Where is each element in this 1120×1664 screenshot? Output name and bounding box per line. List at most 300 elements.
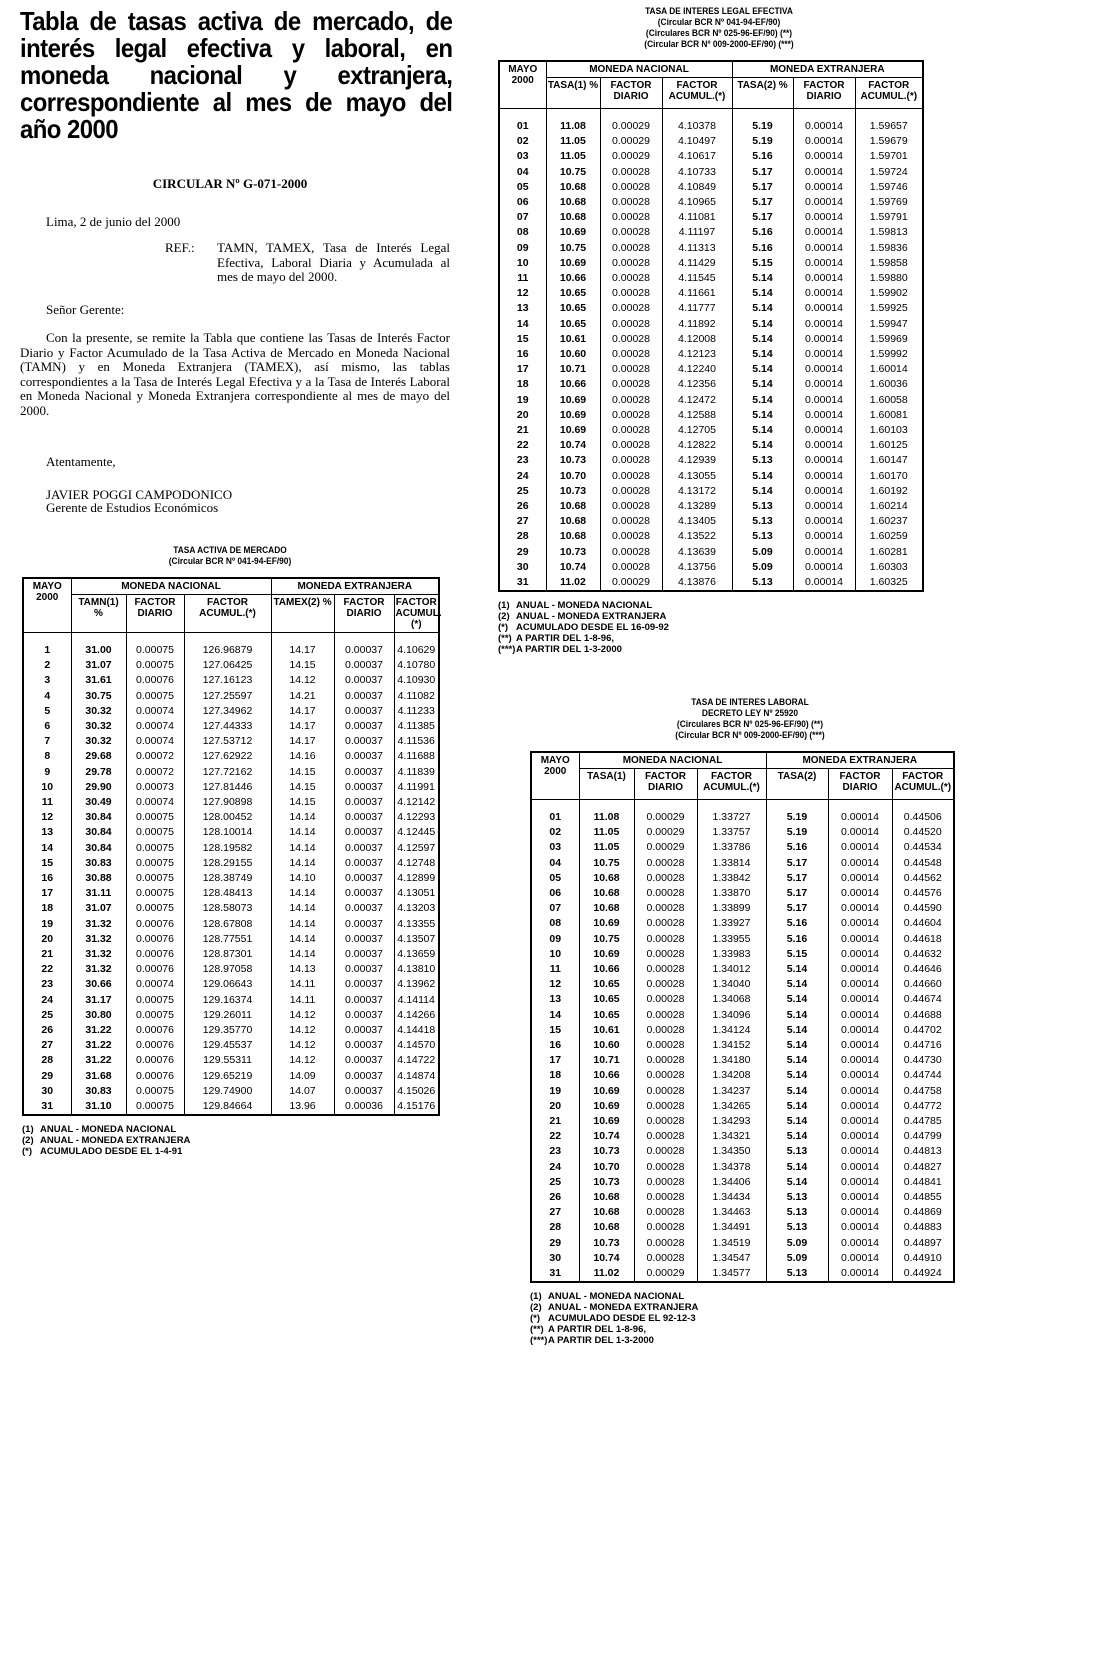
table-cell: 4.11233 (394, 704, 439, 719)
table-cell: 0.44562 (892, 871, 954, 886)
table-row (23, 734, 439, 749)
table-cell: 10.71 (579, 1053, 634, 1068)
table-cell: 29.68 (71, 749, 126, 764)
table-cell: 5.09 (766, 1236, 828, 1251)
header-mayo: MAYO 2000 (499, 61, 546, 109)
table-cell: 0.00014 (828, 901, 892, 916)
table-cell: 0.00014 (793, 377, 855, 392)
table-cell: 0.00014 (828, 947, 892, 962)
table-cell: 31.17 (71, 993, 126, 1008)
table-cell: 14.13 (271, 962, 334, 977)
table-cell: 5.14 (766, 1008, 828, 1023)
table-cell: 5.14 (732, 393, 793, 408)
table-cell: 128.48413 (184, 886, 271, 901)
table-cell: 5.14 (732, 469, 793, 484)
table-footnotes (22, 1124, 438, 1157)
table-cell: 5.17 (732, 180, 793, 195)
table-cell: 1.33899 (697, 901, 766, 916)
table-cell: 14 (23, 841, 71, 856)
table-cell: 31.22 (71, 1023, 126, 1038)
table-cell: 0.00037 (334, 795, 394, 810)
table-cell: 0.00075 (126, 1084, 184, 1099)
table-cell: 0.00014 (793, 347, 855, 362)
table-cell: 5.13 (766, 1205, 828, 1220)
table-row (531, 886, 954, 901)
table-cell: 22 (23, 962, 71, 977)
table-cell: 1.33727 (697, 800, 766, 826)
table-cell: 4.11313 (662, 241, 732, 256)
table-cell: 0.00014 (828, 992, 892, 1007)
table-cell: 30.32 (71, 719, 126, 734)
table-cell: 0.00014 (793, 469, 855, 484)
table-row (531, 962, 954, 977)
table-cell: 1.33870 (697, 886, 766, 901)
letter-body: Con la presente, se remite la Tabla que contiene las Tasas de Interés Factor Diario y Factor Acumulado de la Tasa Activa de Mercado en Moneda Nacional (TAMN) y en Moneda Extranjera (TAMEX), así mismo, las tablas correspondientes a la Tasa de Interés Legal Efectiva y a la Tasa de Interés Laboral en Moneda Nacional y Moneda Extranjera correspondiente al mes de mayo del 2000. (20, 330, 450, 418)
table-cell: 0.44674 (892, 992, 954, 1007)
footnote: (2) ANUAL - MONEDA EXTRANJERA (530, 1302, 699, 1314)
column-header: FACTOR ACUMUL.(*) (697, 769, 766, 800)
table-cell: 4.10629 (394, 633, 439, 659)
table-cell: 1.34293 (697, 1114, 766, 1129)
table-cell: 1.60147 (855, 453, 923, 468)
table-row (499, 453, 923, 468)
table-row (23, 1084, 439, 1099)
table-cell: 0.44646 (892, 962, 954, 977)
table-row (23, 917, 439, 932)
table-cell: 10.66 (579, 1068, 634, 1083)
table-row (23, 932, 439, 947)
table-cell: 4.10733 (662, 165, 732, 180)
table-cell: 1.34265 (697, 1099, 766, 1114)
table-cell: 4.10378 (662, 109, 732, 135)
signer-name: JAVIER POGGI CAMPODONICO (46, 487, 233, 502)
table-cell: 10.65 (546, 317, 600, 332)
table-row (531, 1236, 954, 1251)
table-cell: 0.00014 (828, 1023, 892, 1038)
table-cell: 0.00076 (126, 947, 184, 962)
table-cell: 1.34152 (697, 1038, 766, 1053)
table-cell: 0.00074 (126, 977, 184, 992)
table-cell: 5.14 (732, 301, 793, 316)
table-cell: 0.00075 (126, 871, 184, 886)
table-cell: 11.02 (579, 1266, 634, 1282)
table-cell: 0.44534 (892, 840, 954, 855)
table-cell: 18 (531, 1068, 579, 1083)
table-cell: 0.00028 (600, 210, 662, 225)
table-cell: 0.00014 (793, 408, 855, 423)
table-cell: 4.11082 (394, 689, 439, 704)
table-row (499, 423, 923, 438)
table-cell: 14.14 (271, 932, 334, 947)
table-cell: 5.14 (732, 408, 793, 423)
table-cell: 0.00037 (334, 1084, 394, 1099)
table-cell: 2 (23, 658, 71, 673)
table-cell: 0.00028 (634, 1053, 697, 1068)
table-row (23, 901, 439, 916)
table-cell: 11 (499, 271, 546, 286)
header-moneda-extranjera: MONEDA EXTRANJERA (271, 578, 439, 595)
table-cell: 10.66 (546, 377, 600, 392)
table-block-legal (498, 6, 940, 655)
table-row (23, 658, 439, 673)
table-row (499, 514, 923, 529)
table-cell: 4.12472 (662, 393, 732, 408)
column-header: FACTOR ACUMUL.(*) (855, 78, 923, 109)
table-row (499, 575, 923, 591)
table-cell: 5.13 (732, 453, 793, 468)
table-cell: 23 (531, 1144, 579, 1159)
table-cell: 31.00 (71, 633, 126, 659)
column-header: TAMN(1) % (71, 595, 126, 633)
footnote: (**) A PARTIR DEL 1-8-96, (530, 1324, 647, 1336)
table-cell: 4.13962 (394, 977, 439, 992)
table-cell: 0.00028 (600, 560, 662, 575)
table-cell: 1.34012 (697, 962, 766, 977)
table-cell: 05 (499, 180, 546, 195)
table-cell: 127.16123 (184, 673, 271, 688)
table-cell: 5.14 (732, 286, 793, 301)
table-row (499, 377, 923, 392)
table-cell: 5.13 (732, 499, 793, 514)
table-row (499, 362, 923, 377)
table-cell: 5.16 (766, 932, 828, 947)
table-cell: 0.00028 (600, 545, 662, 560)
table-cell: 30.84 (71, 825, 126, 840)
table-row (23, 749, 439, 764)
table-row (531, 800, 954, 826)
table-cell: 0.00028 (600, 180, 662, 195)
table-cell: 5.14 (766, 1160, 828, 1175)
table-cell: 0.00014 (793, 362, 855, 377)
table-cell: 1.33814 (697, 856, 766, 871)
table-cell: 0.00029 (634, 840, 697, 855)
table-cell: 0.00014 (828, 932, 892, 947)
table-cell: 10.69 (546, 408, 600, 423)
table-cell: 0.00028 (634, 932, 697, 947)
table-cell: 24 (499, 469, 546, 484)
footnote: (2) ANUAL - MONEDA EXTRANJERA (22, 1135, 191, 1147)
table-cell: 10.69 (546, 256, 600, 271)
table-cell: 4.14874 (394, 1069, 439, 1084)
table-cell: 10.73 (546, 545, 600, 560)
table-cell: 0.00036 (334, 1099, 394, 1115)
table-cell: 0.00028 (634, 1023, 697, 1038)
table-cell: 0.00075 (126, 658, 184, 673)
table-cell: 5.19 (732, 109, 793, 135)
table-cell: 10.65 (579, 992, 634, 1007)
table-cell: 0.44632 (892, 947, 954, 962)
table-cell: 0.00028 (634, 1068, 697, 1083)
table-cell: 1.59880 (855, 271, 923, 286)
table-cell: 1.34547 (697, 1251, 766, 1266)
table-footnotes (498, 600, 940, 655)
table-cell: 0.00037 (334, 825, 394, 840)
table-cell: 0.00014 (793, 180, 855, 195)
table-cell: 19 (23, 917, 71, 932)
table-cell: 17 (499, 362, 546, 377)
caption-line: (Circular BCR Nº 041-94-EF/90) (168, 556, 292, 567)
table-cell: 0.00014 (828, 1099, 892, 1114)
footnote: (***) A PARTIR DEL 1-3-2000 (530, 1335, 654, 1347)
table-cell: 4.12240 (662, 362, 732, 377)
table-cell: 29 (499, 545, 546, 560)
table-cell: 5.14 (766, 1129, 828, 1144)
table-cell: 8 (23, 749, 71, 764)
table-caption (47, 545, 413, 567)
table-cell: 0.00014 (793, 560, 855, 575)
table-cell: 5.14 (732, 377, 793, 392)
table-cell: 13.96 (271, 1099, 334, 1115)
table-cell: 128.29155 (184, 856, 271, 871)
column-header: FACTOR DIARIO (793, 78, 855, 109)
table-cell: 1.59947 (855, 317, 923, 332)
table-cell: 5.14 (766, 977, 828, 992)
table-cell: 128.00452 (184, 810, 271, 825)
table-row (23, 841, 439, 856)
table-cell: 0.00072 (126, 749, 184, 764)
table-cell: 5.14 (766, 962, 828, 977)
table-cell: 0.00014 (793, 453, 855, 468)
table-row (23, 1053, 439, 1068)
table-cell: 5.19 (732, 134, 793, 149)
table-cell: 129.35770 (184, 1023, 271, 1038)
table-cell: 1.34406 (697, 1175, 766, 1190)
table-cell: 0.00037 (334, 1053, 394, 1068)
table-cell: 10.66 (546, 271, 600, 286)
table-cell: 5.14 (766, 1099, 828, 1114)
table-cell: 1.59992 (855, 347, 923, 362)
table-row (531, 1038, 954, 1053)
table-cell: 0.00028 (600, 469, 662, 484)
table-cell: 14.14 (271, 825, 334, 840)
table-row (23, 780, 439, 795)
reference-label: REF.: (165, 240, 195, 255)
table-cell: 0.00037 (334, 673, 394, 688)
table-cell: 4.15026 (394, 1084, 439, 1099)
table-cell: 4.11777 (662, 301, 732, 316)
table-cell: 0.00028 (600, 165, 662, 180)
table-row (531, 932, 954, 947)
table-cell: 26 (23, 1023, 71, 1038)
table-cell: 1.33927 (697, 916, 766, 931)
table-cell: 0.44785 (892, 1114, 954, 1129)
table-cell: 0.00037 (334, 658, 394, 673)
table-cell: 1.59813 (855, 225, 923, 240)
table-cell: 0.44688 (892, 1008, 954, 1023)
table-cell: 14.11 (271, 977, 334, 992)
table-cell: 31.07 (71, 901, 126, 916)
table-row (23, 810, 439, 825)
table-cell: 14.15 (271, 658, 334, 673)
table-row (23, 1069, 439, 1084)
table-cell: 129.55311 (184, 1053, 271, 1068)
table-cell: 21 (531, 1114, 579, 1129)
table-cell: 17 (23, 886, 71, 901)
table-cell: 0.00029 (634, 1266, 697, 1282)
table-cell: 0.00014 (793, 575, 855, 591)
table-cell: 0.00029 (600, 109, 662, 135)
table-cell: 31.11 (71, 886, 126, 901)
table-cell: 1.60170 (855, 469, 923, 484)
table-cell: 10.68 (546, 514, 600, 529)
table-cell: 4.12356 (662, 377, 732, 392)
table-cell: 0.00014 (793, 149, 855, 164)
table-cell: 0.00037 (334, 1069, 394, 1084)
table-cell: 18 (23, 901, 71, 916)
table-cell: 0.00014 (793, 423, 855, 438)
table-cell: 14.12 (271, 1008, 334, 1023)
caption-line: (Circular BCR Nº 041-94-EF/90) (657, 17, 781, 28)
table-cell: 11.08 (579, 800, 634, 826)
header-mayo: MAYO 2000 (23, 578, 71, 633)
table-cell: 09 (531, 932, 579, 947)
table-cell: 0.00029 (634, 825, 697, 840)
table-cell: 0.00074 (126, 734, 184, 749)
table-cell: 0.00037 (334, 704, 394, 719)
table-cell: 30.49 (71, 795, 126, 810)
table-cell: 1.59858 (855, 256, 923, 271)
table-cell: 1.34237 (697, 1084, 766, 1099)
table-cell: 129.26011 (184, 1008, 271, 1023)
table-cell: 30.83 (71, 1084, 126, 1099)
table-cell: 4.13507 (394, 932, 439, 947)
table-cell: 1.59724 (855, 165, 923, 180)
table-cell: 0.00014 (793, 286, 855, 301)
table-cell: 4.14266 (394, 1008, 439, 1023)
table-cell: 08 (531, 916, 579, 931)
table-cell: 0.00014 (828, 1220, 892, 1235)
table-cell: 4.14418 (394, 1023, 439, 1038)
table-row (531, 1220, 954, 1235)
table-cell: 14.15 (271, 765, 334, 780)
table-cell: 30.32 (71, 734, 126, 749)
table-cell: 5.14 (766, 1114, 828, 1129)
table-cell: 1.59836 (855, 241, 923, 256)
table-row (531, 1205, 954, 1220)
table-cell: 1.59657 (855, 109, 923, 135)
table-row (531, 916, 954, 931)
table-cell: 0.44827 (892, 1160, 954, 1175)
table-cell: 5.14 (766, 1084, 828, 1099)
table-cell: 10.65 (546, 301, 600, 316)
table-cell: 1.34124 (697, 1023, 766, 1038)
table-cell: 0.00073 (126, 780, 184, 795)
table-cell: 127.53712 (184, 734, 271, 749)
table-cell: 0.00014 (828, 1144, 892, 1159)
table-cell: 25 (23, 1008, 71, 1023)
table-cell: 127.25597 (184, 689, 271, 704)
table-cell: 03 (499, 149, 546, 164)
table-cell: 0.44618 (892, 932, 954, 947)
table-cell: 30.84 (71, 841, 126, 856)
table-cell: 0.00028 (634, 1099, 697, 1114)
table-cell: 0.00037 (334, 719, 394, 734)
table-cell: 0.00028 (634, 1236, 697, 1251)
table-cell: 1.34434 (697, 1190, 766, 1205)
table-cell: 17 (531, 1053, 579, 1068)
table-cell: 127.81446 (184, 780, 271, 795)
table-cell: 0.00037 (334, 871, 394, 886)
table-cell: 0.00028 (634, 886, 697, 901)
table-cell: 0.44897 (892, 1236, 954, 1251)
table-cell: 10.75 (546, 165, 600, 180)
caption-line: (Circulares BCR Nº 025-96-EF/90) (**) (645, 28, 793, 39)
table-cell: 0.44702 (892, 1023, 954, 1038)
table-row (23, 765, 439, 780)
table-cell: 4 (23, 689, 71, 704)
table-row (531, 1084, 954, 1099)
table-cell: 0.00028 (600, 529, 662, 544)
footnote: (1) ANUAL - MONEDA NACIONAL (498, 600, 653, 612)
table-cell: 10.68 (579, 1220, 634, 1235)
table-cell: 0.00075 (126, 993, 184, 1008)
table-cell: 0.00014 (793, 165, 855, 180)
table-row (23, 993, 439, 1008)
table-cell: 14.15 (271, 780, 334, 795)
table-cell: 0.00037 (334, 947, 394, 962)
table-cell: 0.00028 (634, 1084, 697, 1099)
table-cell: 4.11429 (662, 256, 732, 271)
table-cell: 1.33955 (697, 932, 766, 947)
table-cell: 0.00014 (828, 977, 892, 992)
table-cell: 1.60303 (855, 560, 923, 575)
table-row (499, 241, 923, 256)
table-row (499, 286, 923, 301)
table-cell: 31.10 (71, 1099, 126, 1115)
table-cell: 30 (531, 1251, 579, 1266)
header-moneda-extranjera: MONEDA EXTRANJERA (732, 61, 923, 78)
table-cell: 14.10 (271, 871, 334, 886)
table-row (499, 180, 923, 195)
table-cell: 129.06643 (184, 977, 271, 992)
table-cell: 0.00075 (126, 901, 184, 916)
table-cell: 30.88 (71, 871, 126, 886)
table-cell: 0.44744 (892, 1068, 954, 1083)
table-row (23, 673, 439, 688)
table-cell: 14.16 (271, 749, 334, 764)
table-cell: 30.80 (71, 1008, 126, 1023)
table-row (23, 871, 439, 886)
table-cell: 10.73 (579, 1144, 634, 1159)
table-cell: 5.13 (732, 575, 793, 591)
table-cell: 14.14 (271, 856, 334, 871)
table-cell: 4.11839 (394, 765, 439, 780)
table-cell: 0.00028 (600, 423, 662, 438)
table-cell: 5.13 (732, 529, 793, 544)
column-header: TASA(2) (766, 769, 828, 800)
table-cell: 0.00076 (126, 1053, 184, 1068)
table-cell: 31.22 (71, 1038, 126, 1053)
table-cell: 0.00037 (334, 749, 394, 764)
document-title: Tabla de tasas activa de mercado, de interés legal efectiva y laboral, en moneda nacional y extranjera, correspondiente al mes de mayo del año 2000 (20, 6, 453, 144)
table-cell: 10.71 (546, 362, 600, 377)
table-cell: 0.00028 (634, 962, 697, 977)
table-cell: 0.00074 (126, 719, 184, 734)
header-moneda-nacional: MONEDA NACIONAL (71, 578, 271, 595)
table-row (499, 165, 923, 180)
table-cell: 127.34962 (184, 704, 271, 719)
table-cell: 0.00075 (126, 1099, 184, 1115)
table-cell: 0.00014 (828, 1114, 892, 1129)
table-cell: 10.65 (546, 286, 600, 301)
table-cell: 07 (499, 210, 546, 225)
table-cell: 9 (23, 765, 71, 780)
table-cell: 4.12445 (394, 825, 439, 840)
table-cell: 0.00028 (634, 992, 697, 1007)
table-cell: 1.59701 (855, 149, 923, 164)
table-row (23, 947, 439, 962)
table-cell: 30.84 (71, 810, 126, 825)
